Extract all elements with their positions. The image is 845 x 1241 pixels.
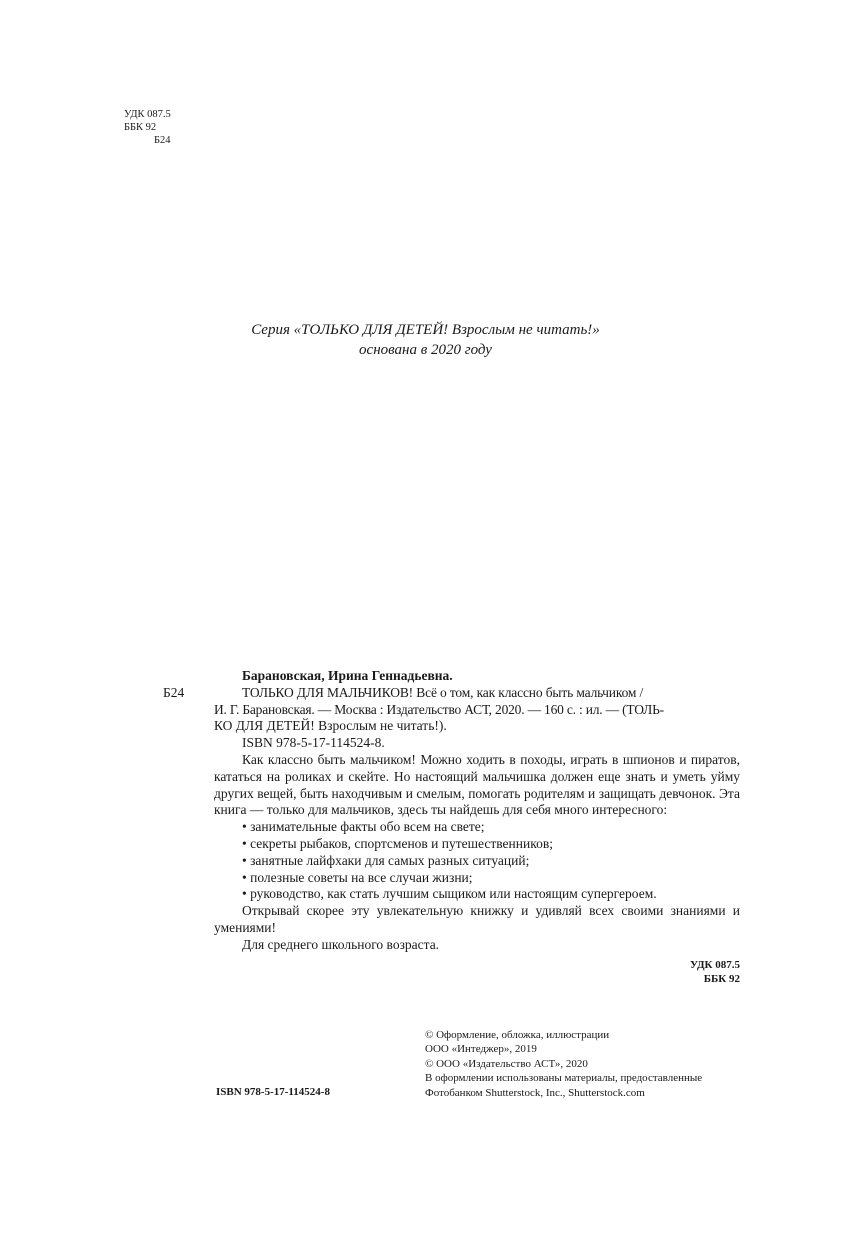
bullet-item: • занимательные факты обо всем на свете; xyxy=(242,819,485,835)
bbk-right: ББК 92 xyxy=(703,972,740,985)
copyright-line: ООО «Интеджер», 2019 xyxy=(425,1043,537,1056)
catalog-codes-right xyxy=(214,958,740,986)
author-heading: Барановская, Ирина Геннадьевна. xyxy=(242,668,453,683)
bullet-item: • полезные советы на все случаи жизни; xyxy=(242,869,473,885)
udk-right: УДК 087.5 xyxy=(689,958,740,971)
copyright-line: Фотобанком Shutterstock, Inc., Shutterstock.com xyxy=(425,1086,645,1099)
title-line-1: ТОЛЬКО ДЛЯ МАЛЬЧИКОВ! Всё о том, как классно быть мальчиком / xyxy=(242,684,644,700)
title-line-3: КО ДЛЯ ДЕТЕЙ! Взрослым не читать!). xyxy=(214,718,447,734)
bullet-list xyxy=(214,819,740,903)
isbn-line: ISBN 978-5-17-114524-8. xyxy=(242,735,385,751)
author-mark: Б24 xyxy=(154,135,171,146)
series-line-1: Серия «ТОЛЬКО ДЛЯ ДЕТЕЙ! Взрослым не читать!» xyxy=(251,322,600,338)
copyright-line: В оформлении использованы материалы, предоставленные xyxy=(425,1072,703,1085)
age-rating: Для среднего школьного возраста. xyxy=(242,936,440,952)
top-catalog-codes xyxy=(124,108,171,147)
series-note xyxy=(0,320,845,360)
copyright-block xyxy=(425,1028,702,1100)
udk-code: УДК 087.5 xyxy=(124,109,171,120)
bullet-item: • занятные лайфхаки для самых разных ситуаций; xyxy=(242,852,530,868)
catalog-card xyxy=(163,668,740,986)
copyright-line: © Оформление, обложка, иллюстрации xyxy=(425,1029,610,1041)
catalog-author-mark: Б24 xyxy=(163,684,185,700)
series-line-2: основана в 2020 году xyxy=(359,342,492,358)
title-line-2: И. Г. Барановская. — Москва : Издательство АСТ, 2020. — 160 с. : ил. — (ТОЛЬ- xyxy=(214,701,664,717)
closing-text: Открывай скорее эту увлекательную книжку и удивляй всех своими знаниями и умениями! xyxy=(214,903,740,935)
title-block xyxy=(163,684,740,735)
bullet-item: • секреты рыбаков, спортсменов и путешественников; xyxy=(242,835,553,851)
annotation: Как классно быть мальчиком! Можно ходить в походы, играть в шпионов и пиратов, кататься на роликах и скейте. Но настоящий мальчишка должен еще знать и уметь уйму других вещей, быть находчивым и смелым, помогать родителям и защищать девчонок. Эта книга — только для мальчиков, здесь ты найдешь для себя много интересного: xyxy=(214,751,740,818)
copyright-line: © ООО «Издательство АСТ», 2020 xyxy=(425,1057,588,1070)
footer-isbn: ISBN 978-5-17-114524-8 xyxy=(216,1086,330,1098)
bbk-code: ББК 92 xyxy=(124,122,157,133)
bullet-item: • руководство, как стать лучшим сыщиком или настоящим супергероем. xyxy=(242,886,657,902)
